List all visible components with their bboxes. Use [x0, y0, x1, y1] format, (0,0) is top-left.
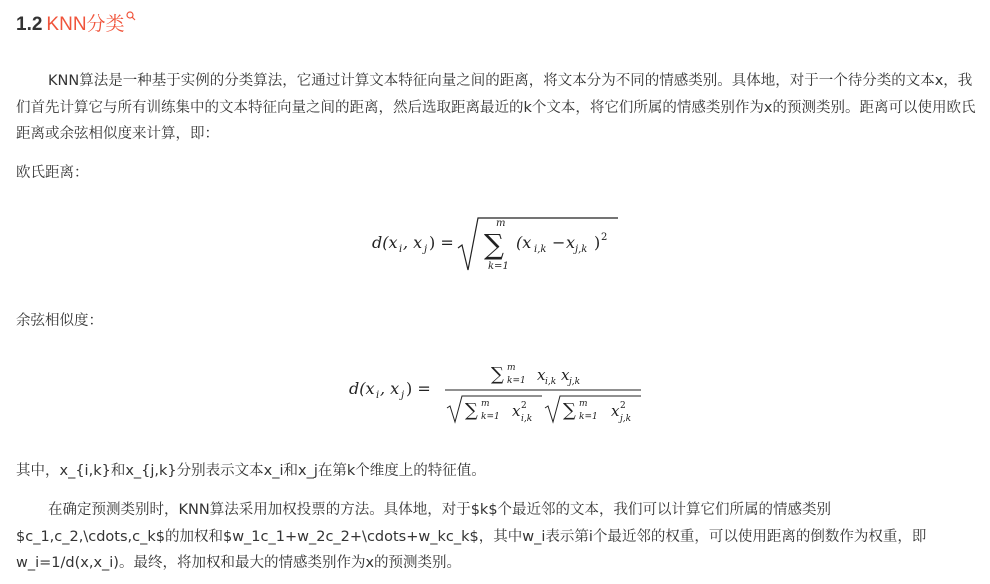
- svg-text:k=1: k=1: [488, 261, 509, 272]
- svg-text:x: x: [561, 366, 570, 384]
- svg-text:, x: , x: [380, 379, 400, 398]
- svg-text:(x: (x: [516, 233, 532, 252]
- svg-text:d(x: d(x: [349, 379, 375, 398]
- svg-text:): ): [594, 233, 601, 252]
- svg-text:d(x: d(x: [372, 233, 398, 252]
- section-title-link[interactable]: KNN分类: [46, 14, 125, 35]
- svg-text:∑: ∑: [491, 364, 504, 385]
- where-paragraph: 其中，x_{i,k}和x_{j,k}分别表示文本x_i和x_j在第k个维度上的特征值。: [16, 463, 486, 479]
- svg-text:2: 2: [620, 401, 626, 411]
- svg-text:j: j: [401, 390, 405, 401]
- svg-text:m: m: [579, 399, 588, 409]
- cosine-formula: [349, 356, 649, 432]
- svg-text:x: x: [512, 402, 521, 420]
- svg-text:−: −: [552, 233, 566, 252]
- svg-text:2: 2: [521, 401, 527, 411]
- cosine-label: 余弦相似度：: [16, 313, 103, 329]
- voting-paragraph: 在确定预测类别时，KNN算法采用加权投票的方法。具体地，对于$k$个最近邻的文本，我们可以计算它们所属的情感类别$c_1,c_2,\cdots,c_k$的加权和$w_1c_1+w_2c_2+\cdots+w_kc_k$，其中w_i表示第i个最近邻的权重，可以使用距离的倒数作为权重，即w_i=1/d(x,x_i)。最终，将加权和最大的情感类别作为x的预测类别。: [16, 502, 927, 571]
- svg-text:i: i: [399, 244, 403, 255]
- search-icon[interactable]: [126, 11, 136, 24]
- svg-text:2: 2: [601, 232, 608, 243]
- intro-paragraph: KNN算法是一种基于实例的分类算法，它通过计算文本特征向量之间的距离，将文本分为不同的情感类别。具体地，对于一个待分类的文本x，我们首先计算它与所有训练集中的文本特征向量之间的距离，然后选取距离最近的k个文本，将它们所属的情感类别作为x的预测类别。距离可以使用欧氏距离或余弦相似度来计算，即：: [16, 73, 976, 142]
- svg-text:m: m: [507, 363, 516, 373]
- svg-text:x: x: [566, 233, 576, 252]
- svg-text:k=1: k=1: [481, 412, 500, 422]
- svg-text:j: j: [424, 244, 428, 255]
- svg-text:i: i: [376, 390, 380, 401]
- svg-text:j,k: j,k: [569, 377, 581, 387]
- section-number: 1.2: [16, 14, 43, 35]
- svg-text:∑: ∑: [465, 400, 478, 421]
- svg-text:j,k: j,k: [575, 244, 588, 255]
- svg-text:∑: ∑: [563, 400, 576, 421]
- euclidean-formula: [372, 214, 622, 274]
- svg-text:m: m: [481, 399, 490, 409]
- svg-text:, x: , x: [403, 233, 423, 252]
- section-heading: [16, 9, 136, 39]
- svg-text:x: x: [611, 402, 620, 420]
- svg-text:k=1: k=1: [507, 376, 526, 386]
- euclid-label: 欧氏距离：: [16, 165, 89, 181]
- svg-text:i,k: i,k: [534, 244, 547, 255]
- svg-text:∑: ∑: [484, 228, 504, 261]
- svg-text:x: x: [537, 366, 546, 384]
- svg-text:j,k: j,k: [620, 414, 632, 424]
- svg-text:m: m: [496, 218, 506, 229]
- svg-text:) =: ) =: [429, 233, 454, 252]
- svg-text:) =: ) =: [406, 379, 431, 398]
- svg-text:k=1: k=1: [579, 412, 598, 422]
- svg-text:i,k: i,k: [545, 377, 557, 387]
- svg-text:i,k: i,k: [521, 414, 533, 424]
